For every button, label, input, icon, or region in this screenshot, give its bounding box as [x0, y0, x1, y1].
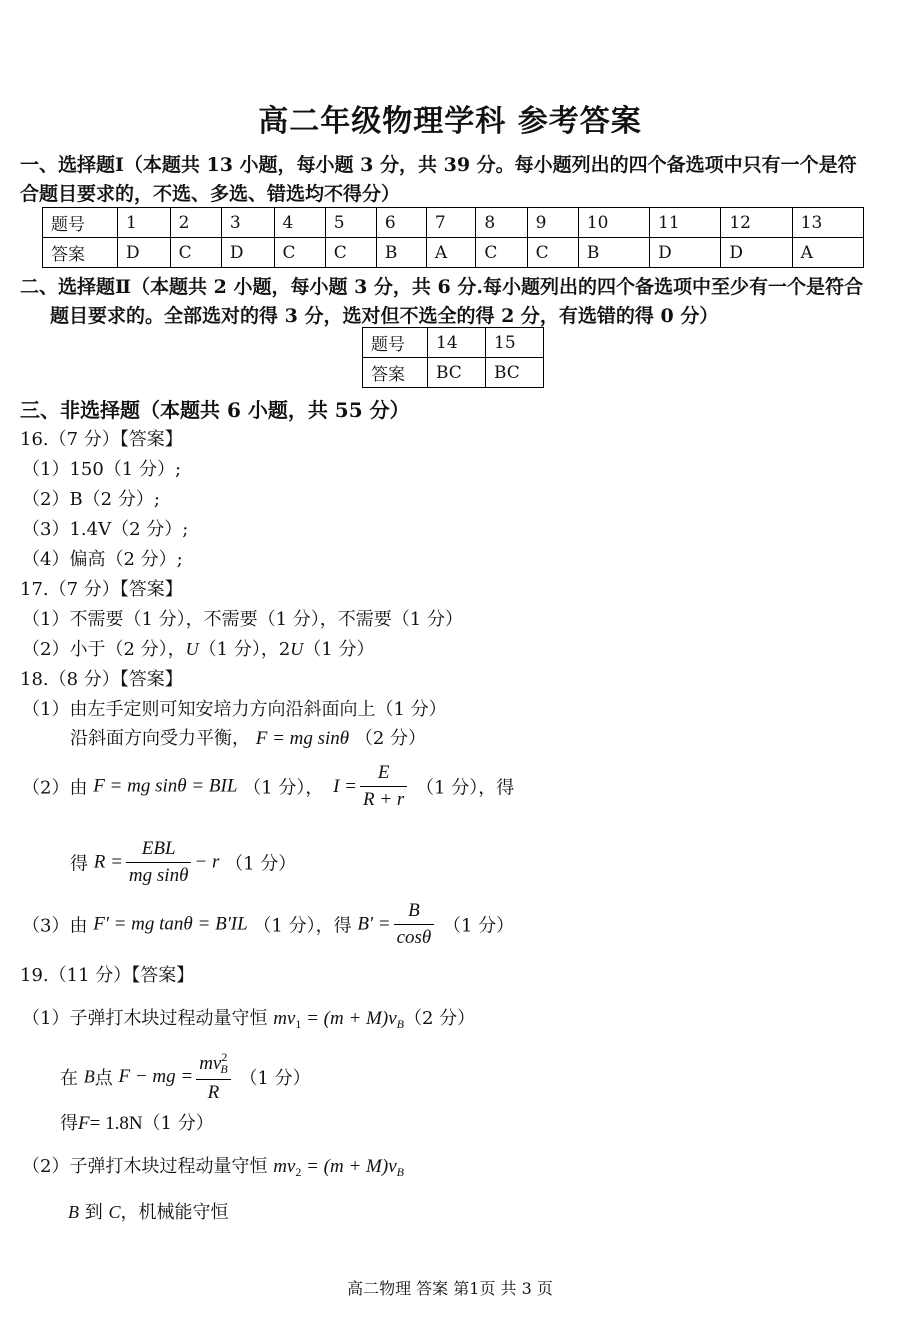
point-b-label: B: [68, 1202, 79, 1222]
question-number: 4: [274, 208, 325, 238]
answer-cell: C: [274, 238, 325, 268]
point-c-label: C: [108, 1202, 121, 1222]
subscript-1: 1: [295, 1017, 302, 1031]
ampere-force-formula: F = mg sinθ = BIL: [93, 775, 238, 797]
q19-part1b-mid: 点: [94, 1068, 113, 1089]
answer-cell: D: [721, 238, 792, 268]
q19-part2b-line: [68, 1198, 228, 1224]
force-value: = 1.8N: [89, 1113, 143, 1134]
field-fraction: [394, 900, 435, 949]
q19-part1b-score: （1 分）: [239, 1068, 311, 1089]
answer-cell: A: [426, 238, 476, 268]
question-number: 10: [578, 208, 649, 238]
centripetal-numerator: [196, 1050, 231, 1080]
question-number: 14: [428, 328, 486, 358]
table-row: [363, 358, 544, 388]
voltage-symbol: U: [185, 639, 199, 659]
subscript-2: 2: [295, 1165, 302, 1179]
momentum-lhs: mv: [273, 1156, 296, 1177]
table-row: [43, 208, 864, 238]
q18-part1-line2: [70, 724, 426, 750]
force-symbol: F: [78, 1113, 90, 1134]
q18-part2-score2: （1 分），得: [416, 777, 515, 799]
q19-part1c-prefix: 得: [60, 1113, 78, 1134]
q18-part2b-prefix: 得: [70, 853, 88, 875]
q17-header: 17.（7 分）【答案】: [20, 579, 183, 600]
answer-cell: D: [118, 238, 171, 268]
page-title: 高二年级物理学科 参考答案: [258, 104, 642, 139]
centripetal-num-base: mv: [199, 1053, 222, 1074]
answer-cell: C: [476, 238, 527, 268]
q17-line2-a: （2）小于（2 分），: [22, 639, 186, 660]
q18-part1-line1: （1）由左手定则可知安培力方向沿斜面向上（1 分）: [22, 699, 447, 720]
question-number: 9: [527, 208, 578, 238]
answer-cell: B: [376, 238, 426, 268]
question-number: 5: [325, 208, 376, 238]
answer-cell: B: [578, 238, 649, 268]
q19-part1-line: [22, 1004, 475, 1032]
q19-part1b-line: [60, 1050, 311, 1104]
q19-part2-text: （2）子弹打木块过程动量守恒: [22, 1156, 268, 1177]
current-lhs: I =: [333, 775, 357, 797]
section1-heading-line2: 合题目要求的，不选、多选、错选均不得分）: [20, 183, 401, 205]
row-label-answer: 答案: [43, 238, 118, 268]
question-number: 13: [792, 208, 863, 238]
section3-heading: 三、非选择题（本题共 6 小题，共 55 分）: [20, 398, 410, 422]
q18-part3-mid: （1 分），得: [253, 915, 352, 937]
q18-part2b-score: （1 分）: [225, 853, 297, 875]
momentum-formula-1: [273, 1008, 404, 1029]
question-number: 12: [721, 208, 792, 238]
subscript-b: B: [220, 1062, 228, 1076]
resistance-fraction: [126, 838, 191, 887]
question-number: 1: [118, 208, 171, 238]
question-number: 11: [650, 208, 721, 238]
centripetal-fraction: [196, 1050, 231, 1104]
subscript-b: B: [396, 1165, 404, 1179]
resistance-denominator: mg sinθ: [128, 865, 189, 886]
table-row: [363, 328, 544, 358]
q18-header: 18.（8 分）【答案】: [20, 669, 183, 690]
question-number: 8: [476, 208, 527, 238]
resistance-lhs: R =: [93, 851, 123, 873]
q16-line3: （3）1.4V（2 分）;: [22, 519, 189, 540]
section2-answer-table: [362, 327, 544, 388]
q19-part1b-prefix: 在: [60, 1068, 78, 1089]
momentum-rhs: = (m + M)v: [301, 1156, 397, 1177]
answer-cell: A: [792, 238, 863, 268]
q19-header: 19.（11 分）【答案】: [20, 965, 195, 986]
q18-part1-score: （2 分）: [354, 728, 427, 749]
answer-cell: D: [650, 238, 721, 268]
q17-line2-b: （1 分），2: [198, 639, 291, 660]
q18-part3-prefix: （3）由: [22, 915, 88, 937]
momentum-formula-2: [273, 1156, 404, 1177]
momentum-lhs: mv: [273, 1008, 296, 1029]
q19-part1-text: （1）子弹打木块过程动量守恒: [22, 1008, 268, 1029]
answer-cell: C: [325, 238, 376, 268]
section2-heading-line1: 二、选择题Ⅱ（本题共 2 小题，每小题 3 分，共 6 分.每小题列出的四个备选项中至少有一个是符合: [20, 276, 863, 298]
section1-heading-line1: 一、选择题Ⅰ（本题共 13 小题，每小题 3 分，共 39 分。每小题列出的四个备选项中只有一个是符: [20, 154, 857, 176]
current-denominator: R + r: [362, 789, 405, 810]
field-numerator: B: [394, 900, 435, 925]
q16-line4: （4）偏高（2 分）;: [22, 549, 183, 570]
question-number: 15: [486, 328, 544, 358]
q19-part1-score: （2 分）: [403, 1008, 476, 1029]
centripetal-denominator: R: [207, 1082, 220, 1103]
q19-part2b-mid: 到: [79, 1202, 109, 1223]
force-balance-formula: F = mg sinθ: [255, 728, 350, 749]
row-label-question: 题号: [43, 208, 118, 238]
q16-header: 16.（7 分）【答案】: [20, 429, 183, 450]
section1-answer-table: [42, 207, 864, 268]
answer-cell: D: [221, 238, 274, 268]
q19-part2b-text: ，机械能守恒: [120, 1202, 229, 1223]
answer-cell: BC: [486, 358, 544, 388]
q19-part1c-score: （1 分）: [142, 1113, 214, 1134]
momentum-rhs: = (m + M)v: [301, 1008, 397, 1029]
q18-part3-score: （1 分）: [442, 915, 515, 937]
centripetal-lhs: F − mg =: [118, 1066, 194, 1087]
q18-part2-prefix: （2）由: [22, 777, 88, 799]
q18-part2-score1: （1 分），: [243, 777, 324, 799]
resistance-tail: − r: [194, 851, 220, 873]
section2-heading-line2: 题目要求的。全部选对的得 3 分，选对但不选全的得 2 分，有选错的得 0 分）: [50, 305, 719, 327]
question-number: 2: [170, 208, 221, 238]
q17-line2: [22, 635, 374, 661]
voltage-symbol: U: [290, 639, 304, 659]
current-numerator: E: [360, 762, 407, 787]
point-b-label: B: [83, 1066, 95, 1087]
question-number: 7: [426, 208, 476, 238]
field-lhs: B' =: [357, 913, 391, 935]
superscript-2: 2: [221, 1050, 228, 1064]
q17-line2-c: （1 分）: [303, 639, 375, 660]
q16-line1: （1）150（1 分）;: [22, 459, 182, 480]
answer-cell: C: [170, 238, 221, 268]
field-denominator: cosθ: [396, 927, 432, 948]
answer-cell: C: [527, 238, 578, 268]
q19-part2-line: [22, 1152, 404, 1180]
q18-part2b-line: [70, 838, 296, 887]
current-fraction: [360, 762, 407, 811]
tilted-force-formula: F' = mg tanθ = B'IL: [93, 913, 248, 935]
table-row: [43, 238, 864, 268]
page-footer: 高二物理 答案 第1页 共 3 页: [347, 1279, 553, 1298]
q19-part1c-line: [60, 1109, 214, 1135]
resistance-numerator: EBL: [126, 838, 191, 863]
row-label-question: 题号: [363, 328, 428, 358]
answer-cell: BC: [428, 358, 486, 388]
question-number: 3: [221, 208, 274, 238]
q16-line2: （2）B（2 分）;: [22, 489, 160, 510]
row-label-answer: 答案: [363, 358, 428, 388]
q18-part2-line: [22, 762, 514, 811]
q18-part3-line: [22, 900, 514, 949]
q18-part1-text: 沿斜面方向受力平衡，: [70, 728, 250, 749]
question-number: 6: [376, 208, 426, 238]
subscript-b: B: [396, 1017, 404, 1031]
q17-line1: （1）不需要（1 分），不需要（1 分），不需要（1 分）: [22, 609, 463, 630]
